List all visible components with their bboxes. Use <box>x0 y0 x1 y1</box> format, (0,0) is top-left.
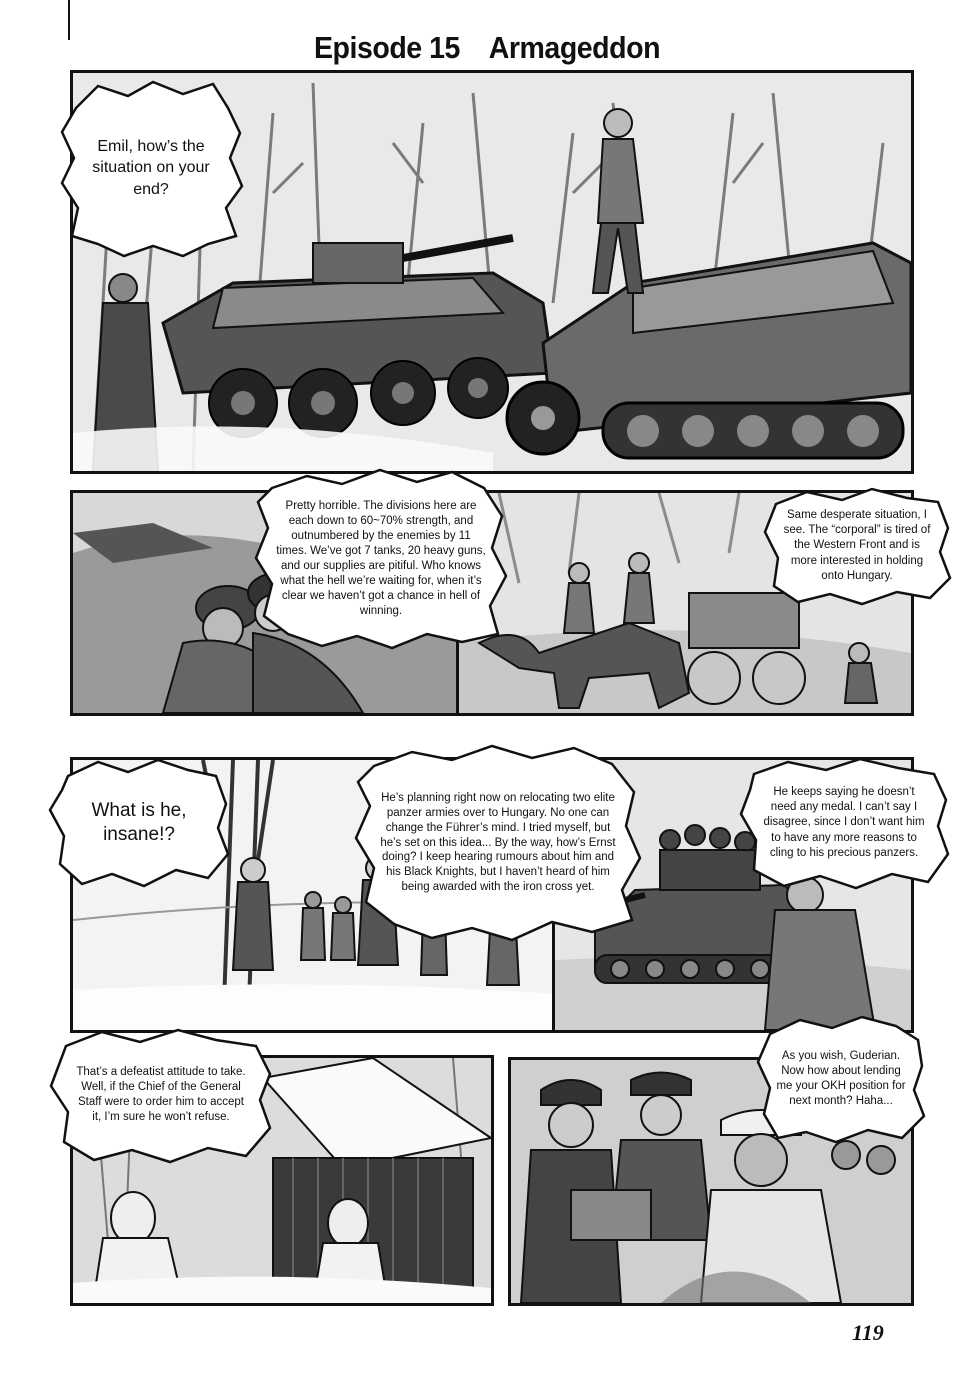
bubble-text: Same desperate situation, I see. The “corporal” is tired of the Western Front and is more interested in holding onto Hungary. <box>783 509 931 582</box>
bubble-text: Emil, how’s the situation on your end? <box>92 138 210 198</box>
speech-bubble-pretty-horrible <box>252 466 510 652</box>
bubble-text: Pretty horrible. The divisions here are each down to 60~70% strength, and outnumbered by the enemies by 11 times. We’ve got 7 tanks, 20 heavy guns, and our supplies are pitiful. Who knows what the hell we’re waiting for, when it’s clear we haven’t got a chance in hell of winning. <box>276 500 486 617</box>
speech-bubble-no-medal <box>738 756 950 890</box>
speech-bubble-insane <box>48 756 230 890</box>
bubble-text: He keeps saying he doesn’t need any medal. I can’t say I disagree, since I don’t want him to have any more reasons to cling to his precious panzers. <box>763 786 925 859</box>
speech-bubble-guderian <box>756 1014 926 1144</box>
bubble-text: He’s planning right now on relocating two elite panzer armies over to Hungary. No one can change the Führer’s mind. I tried myself, but he’s set on this idea... By the way, how’s Ernst doing? I keep hearing rumours about him and his Black Knights, but I haven’t heard of him being awarded with the iron cross yet. <box>380 791 616 894</box>
speech-bubble-defeatist <box>48 1026 274 1164</box>
page-number: 119 <box>852 1320 884 1345</box>
speech-bubble-emil-question <box>58 78 244 258</box>
bubble-text: What is he, insane!? <box>91 800 187 845</box>
episode-title: Episode 15 Armageddon <box>313 30 661 65</box>
speech-bubble-same-desperate <box>762 486 952 606</box>
bubble-text: As you wish, Guderian. Now how about lending me your OKH position for next month? Haha... <box>776 1049 906 1108</box>
bubble-text: That’s a defeatist attitude to take. Well, if the Chief of the General Staff were to order him to accept it, I’m sure he won’t refuse. <box>76 1065 246 1124</box>
speech-bubble-panzer-armies <box>352 742 644 944</box>
